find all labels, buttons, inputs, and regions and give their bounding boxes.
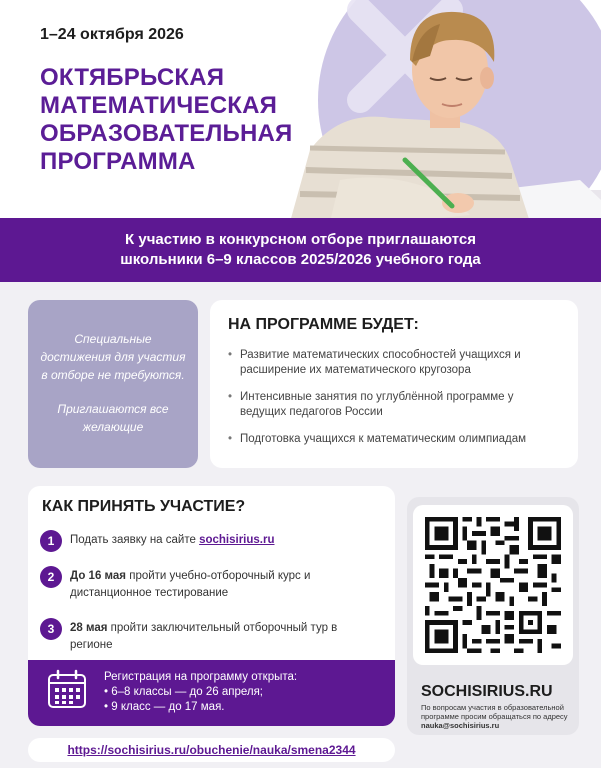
step-text xyxy=(70,530,370,549)
contact-info xyxy=(421,703,569,730)
calendar-icon xyxy=(46,668,88,710)
invitation-band xyxy=(0,218,601,282)
step-text xyxy=(70,566,370,602)
qr-card xyxy=(407,497,579,735)
step-description: пройти заключительный отборочный тур в регионе xyxy=(70,622,338,651)
step-number: 1 xyxy=(40,530,62,552)
step-number: 3 xyxy=(40,618,62,640)
step-text xyxy=(70,618,370,654)
program-title xyxy=(40,64,340,176)
registration-item-text: 6–8 классы — до 26 апреля; xyxy=(111,686,263,698)
title-line: ОКТЯБРЬСКАЯ xyxy=(40,64,225,91)
how-to-participate-title: КАК ПРИНЯТЬ УЧАСТИЕ? xyxy=(42,498,246,515)
event-date: 1–24 октября 2026 xyxy=(40,26,184,43)
step-number: 2 xyxy=(40,566,62,588)
contact-email[interactable]: nauka@sochisirius.ru xyxy=(421,721,500,730)
registration-item: • 9 класс — до 17 мая. xyxy=(104,701,225,713)
program-url-pill xyxy=(28,738,395,762)
step-description: Подать заявку на сайте xyxy=(70,534,200,546)
eligibility-note-text: Специальные достижения для участия в отборе не требуются. xyxy=(40,332,186,382)
site-link[interactable]: sochisirius.ru xyxy=(199,534,275,546)
qr-code-container[interactable] xyxy=(413,505,573,665)
invitation-line: К участию в конкурсном отборе приглашаются xyxy=(125,231,476,248)
how-to-participate-card xyxy=(28,486,395,726)
step-deadline: До 16 мая xyxy=(70,570,127,582)
contact-text: По вопросам участия в образовательной программе просим обращаться по адресу xyxy=(421,703,568,721)
title-line: МАТЕМАТИЧЕСКАЯ xyxy=(40,92,278,119)
hero-section xyxy=(0,0,601,222)
registration-item: • 6–8 классы — до 26 апреля; xyxy=(104,686,263,698)
registration-item-text: 9 класс — до 17 мая. xyxy=(111,701,225,713)
program-features-title: НА ПРОГРАММЕ БУДЕТ: xyxy=(228,316,419,333)
site-name: SOCHISIRIUS.RU xyxy=(421,683,553,700)
eligibility-note-text: Приглашаются все желающие xyxy=(57,402,169,434)
registration-title: Регистрация на программу открыта: xyxy=(104,671,298,683)
invitation-line: школьники 6–9 классов 2025/2026 учебного года xyxy=(120,251,481,268)
program-url-link[interactable]: https://sochisirius.ru/obuchenie/nauka/smena2344 xyxy=(67,743,356,757)
qr-code-icon xyxy=(425,517,561,653)
step-deadline: 28 мая xyxy=(70,622,108,634)
program-feature-item: • Развитие математических способностей учащихся и расширение их математического кругозора xyxy=(228,348,560,378)
registration-info xyxy=(104,670,297,715)
step-item xyxy=(40,566,370,602)
step-item xyxy=(40,618,370,654)
program-feature-item: • Интенсивные занятия по углублённой программе у ведущих педагогов России xyxy=(228,390,560,420)
step-item xyxy=(40,530,370,549)
title-line: ПРОГРАММА xyxy=(40,148,196,175)
eligibility-note-card xyxy=(28,300,198,468)
registration-band xyxy=(28,660,395,726)
program-feature-item: • Подготовка учащихся к математическим олимпиадам xyxy=(228,432,560,447)
program-features-card xyxy=(210,300,578,468)
step-description: пройти учебно-отборочный курс и дистанционное тестирование xyxy=(70,570,311,599)
title-line: ОБРАЗОВАТЕЛЬНАЯ xyxy=(40,120,293,147)
